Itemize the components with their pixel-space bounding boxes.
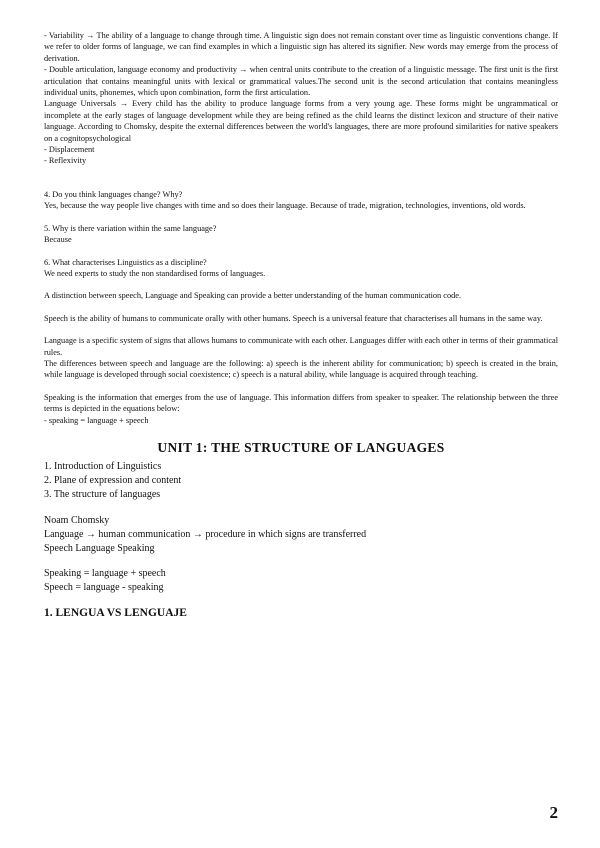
speech-formula: Speech = language - speaking — [44, 582, 164, 594]
unit-item-2: 2. Plane of expression and content — [44, 475, 182, 487]
language-definition: Language → human communication → procedure in which signs are transferred — [44, 528, 367, 540]
question-5: 5. Why is there variation within the same language? — [44, 223, 217, 233]
displacement-item: - Displacement — [44, 145, 95, 155]
speech-paragraph: Speech is the ability of humans to communicate orally with other humans. Speech is a universal feature that characterises all humans in the same way. — [44, 313, 543, 323]
answer-5: Because — [44, 235, 72, 245]
speaking-equation: - speaking = language + speech — [44, 415, 149, 425]
double-articulation-paragraph: - Double articulation, language economy and productivity → when central units contribute to the creation of a linguistic message. The first unit is the first articulation that contains meaningful units with lexical or grammatical values.The second unit is the second articulation that contains meaningless individual units, phonemes, which upon combination, form the first articulation. — [44, 65, 558, 98]
differences-paragraph: The differences between speech and language are the following: a) speech is the inherent ability for communication; b) speech is created in the brain, while language is developed through social coexistence; c) speech is a natural ability, while language is acquired through teaching. — [44, 358, 558, 380]
speaking-formula: Speaking = language + speech — [44, 568, 166, 580]
answer-4: Yes, because the way people live changes with time and so does their language. Because of trade, migration, technologies, inventions, old words. — [44, 201, 526, 211]
unit-item-3: 3. The structure of languages — [44, 489, 161, 501]
question-6: 6. What characterises Linguistics as a discipline? — [44, 257, 207, 267]
page-number: 2 — [549, 803, 558, 822]
distinction-paragraph: A distinction between speech, Language and Speaking can provide a better understanding of the human communication code. — [44, 291, 462, 301]
terms-line: Speech Language Speaking — [44, 542, 155, 554]
language-paragraph: Language is a specific system of signs that allows humans to communicate with each other. Languages differ with each other in terms of their grammatical rules. — [44, 336, 558, 357]
speaking-paragraph: Speaking is the information that emerges from the use of language. This information differs from speaker to speaker. The relationship between the three terms is depicted in the equations below: — [44, 392, 558, 414]
unit-item-1: 1. Introduction of Linguistics — [44, 460, 162, 472]
reflexivity-item: - Reflexivity — [44, 156, 87, 166]
language-universals-paragraph: Language Universals → Every child has the ability to produce language forms from a very young age. These forms might be ungrammatical or incomplete at the early stages of language development while they are being refined as the child learns the distinct lexicon and structure of their native language. According to Chomsky, despite the external differences between the world's languages, there are more profound similarities for native speakers on a cognitopsychological — [44, 99, 558, 143]
answer-6: We need experts to study the non standardised forms of languages. — [44, 268, 266, 278]
question-4: 4. Do you think languages change? Why? — [44, 189, 183, 199]
document-page — [44, 30, 558, 619]
unit-title: UNIT 1: THE STRUCTURE OF LANGUAGES — [157, 439, 445, 455]
variability-paragraph: - Variability → The ability of a language to change through time. A linguistic sign does not remain constant over time as linguistic conventions change. If we refer to older forms of language, we can find examples in which a linguistic sign has altered its signifier. New words may emerge from the process of derivation. — [44, 31, 558, 63]
section-heading: 1. LENGUA VS LENGUAJE — [44, 606, 187, 619]
author-name: Noam Chomsky — [44, 514, 110, 526]
